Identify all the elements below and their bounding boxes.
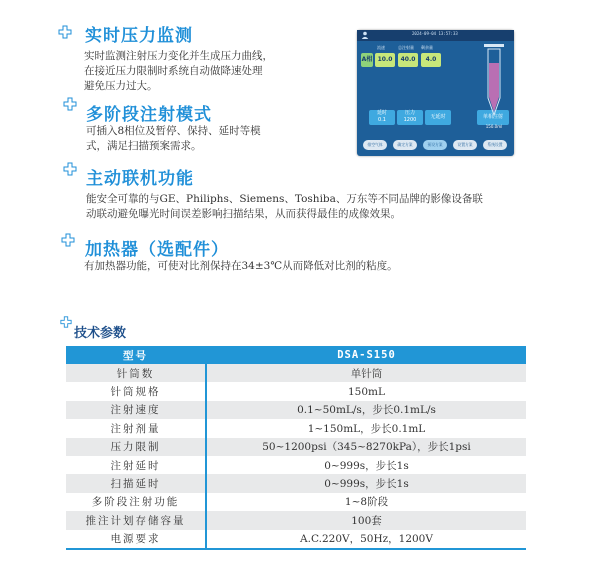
injector-screen — [357, 30, 514, 156]
param-value: 0~999s，步长1s — [206, 456, 526, 474]
param-name: 注射延时 — [66, 456, 206, 474]
screen-datetime: 2024-09-04 13:57:33 — [412, 31, 458, 36]
pressure-button[interactable]: 压力 1200 — [397, 110, 423, 125]
table-row — [66, 474, 526, 492]
feature-text-line: 避免压力过大。 — [84, 80, 158, 92]
table-row — [66, 364, 526, 382]
table-row — [66, 530, 526, 549]
tech-params-title: 技术参数 — [74, 326, 127, 341]
header-model: 型号 — [66, 346, 206, 364]
flow-rate-value: 10.0 — [375, 53, 395, 67]
param-value: 0.1~50mL/s，步长0.1mL/s — [206, 401, 526, 419]
table-row — [66, 401, 526, 419]
screen-button[interactable]: 系统设置 — [483, 140, 507, 150]
screen-button[interactable]: 预设方案 — [423, 140, 447, 150]
feature-text-line: 有加热器功能，可使对比剂保持在34±3℃从而降低对比剂的粘度。 — [84, 260, 398, 272]
param-name: 电源要求 — [66, 530, 206, 549]
table-row — [66, 456, 526, 474]
table-row — [66, 511, 526, 529]
plus-outline-icon — [63, 162, 77, 176]
feature-text-line: 在接近压力限制时系统自动做降速处理 — [84, 65, 263, 77]
no-delay-button[interactable]: 无延时 — [425, 110, 451, 125]
param-name: 注射速度 — [66, 401, 206, 419]
param-value: 150mL — [206, 382, 526, 400]
screen-label: 流速 — [377, 45, 385, 50]
param-value: 0~999s，步长1s — [206, 474, 526, 492]
feature-text-line: 实时监测注射压力变化并生成压力曲线， — [84, 50, 273, 62]
plus-outline-icon — [61, 233, 75, 247]
table-row — [66, 419, 526, 437]
feature-title-linkage: 主动联机功能 — [86, 169, 194, 189]
screen-button[interactable]: 确定方案 — [393, 140, 417, 150]
table-row — [66, 438, 526, 456]
param-value: 1~150mL，步长0.1mL — [206, 419, 526, 437]
param-name: 扫描延时 — [66, 474, 206, 492]
param-name: 针筒数 — [66, 364, 206, 382]
feature-title-heater: 加热器（选配件） — [85, 240, 229, 260]
param-name: 多阶段注射功能 — [66, 493, 206, 511]
table-row — [66, 382, 526, 400]
volume-value: 40.0 — [398, 53, 418, 67]
feature-title-multiphase: 多阶段注射模式 — [86, 105, 212, 125]
plus-outline-icon — [60, 316, 72, 328]
remaining-value: 4.0 — [421, 53, 441, 67]
syringe-icon — [479, 43, 509, 131]
feature-title-pressure: 实时压力监测 — [85, 26, 193, 46]
feature-text-line: 能安全可靠的与GE、Philiphs、Siemens、Toshiba、万东等不同品牌的影像设备联 — [86, 193, 483, 205]
plus-outline-icon — [63, 97, 77, 111]
user-icon — [361, 31, 369, 39]
screen-button[interactable]: 设置方案 — [453, 140, 477, 150]
param-name: 针筒规格 — [66, 382, 206, 400]
param-value: A.C.220V，50Hz，1200V — [206, 530, 526, 549]
table-row — [66, 493, 526, 511]
table-header-row — [66, 346, 526, 364]
param-name: 压力限制 — [66, 438, 206, 456]
param-value: 单针筒 — [206, 364, 526, 382]
syringe-volume: 150.0ml — [485, 124, 503, 129]
param-value: 50~1200psi（345~8270kPa），步长1psi — [206, 438, 526, 456]
header-model-value: DSA-S150 — [206, 346, 526, 364]
tech-params-table — [66, 346, 526, 550]
param-value: 1~8阶段 — [206, 493, 526, 511]
delay-button[interactable]: 延时 0.1 — [369, 110, 395, 125]
single-phase-button[interactable]: 单相注射 — [477, 110, 509, 125]
feature-text-line: 动联动避免曝光时间误差影响扫描结果，从而获得最佳的成像效果。 — [86, 208, 401, 220]
screen-button[interactable]: 排空气体 — [363, 140, 387, 150]
screen-topbar — [357, 30, 514, 41]
param-value: 100套 — [206, 511, 526, 529]
screen-label: 剩余量 — [421, 45, 433, 50]
screen-label: 总注射量 — [398, 45, 414, 50]
phase-button[interactable]: A相 — [361, 53, 373, 67]
param-name: 推注计划存储容量 — [66, 511, 206, 529]
param-name: 注射剂量 — [66, 419, 206, 437]
plus-outline-icon — [58, 25, 72, 39]
feature-text-line: 式，满足扫描预案需求。 — [86, 140, 202, 152]
feature-text-line: 可插入8相位及暂停、保持、延时等模 — [86, 125, 261, 137]
